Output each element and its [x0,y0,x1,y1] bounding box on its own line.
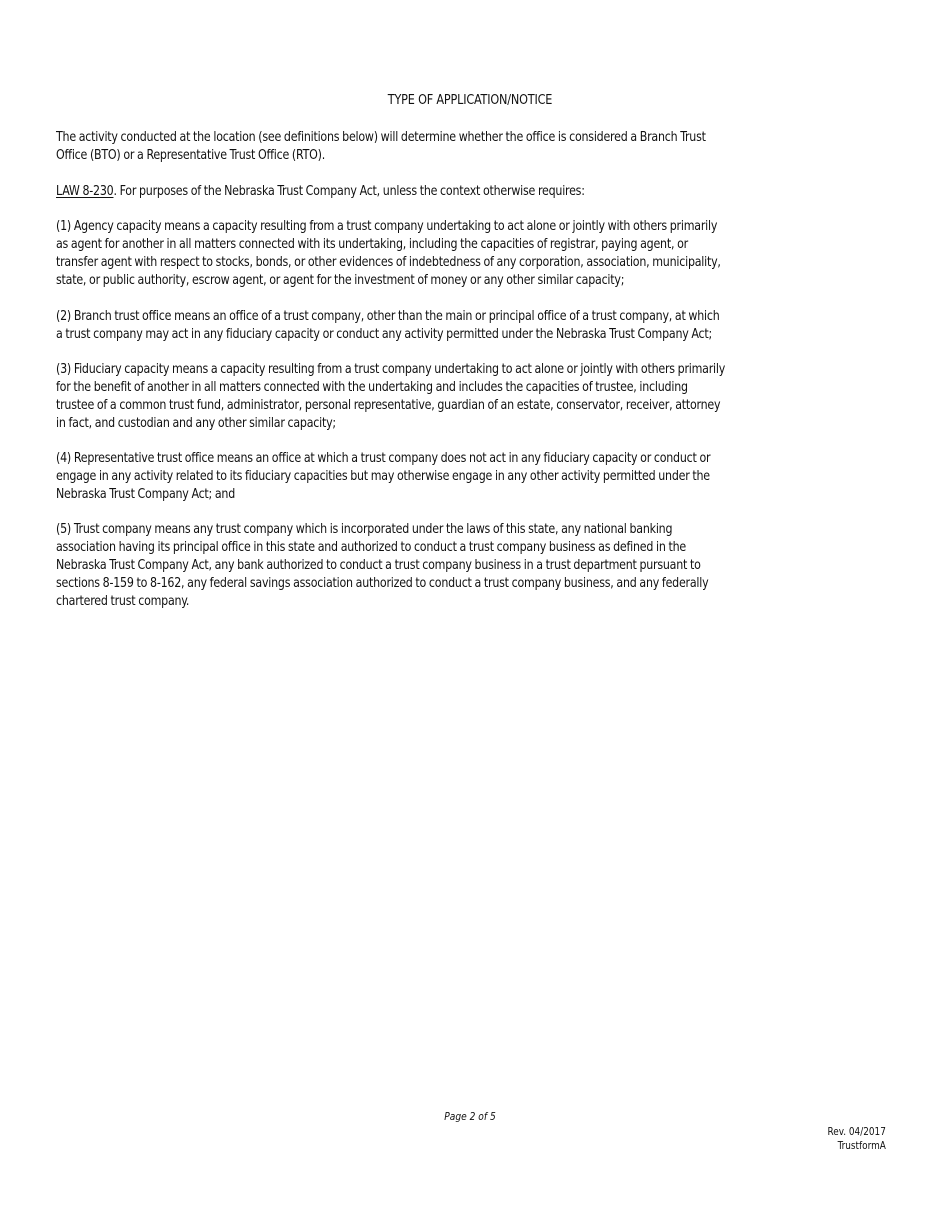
text-line: (3) Fiduciary capacity means a capacity resulting from a trust company undertaking to act alone or jointly with others primarily [56,361,726,377]
revision-date: Rev. 04/2017 [827,1125,886,1138]
text-line: sections 8-159 to 8-162, any federal savings association authorized to conduct a trust company business, and any federally [56,575,709,591]
text-line: (5) Trust company means any trust company which is incorporated under the laws of this state, any national banking [56,521,673,537]
intro-paragraph [56,128,807,164]
text-line: Nebraska Trust Company Act; and [56,486,236,502]
text-line: (1) Agency capacity means a capacity resulting from a trust company undertaking to act alone or jointly with others primarily [56,218,718,234]
page-title: TYPE OF APPLICATION/NOTICE [387,92,553,108]
law-text: . For purposes of the Nebraska Trust Company Act, unless the context otherwise requires: [113,183,585,199]
text-line: Office (BTO) or a Representative Trust Office (RTO). [56,147,325,163]
definition-4 [56,449,807,503]
definition-5 [56,520,807,610]
text-line: (4) Representative trust office means an office at which a trust company does not act in any fiduciary capacity or conduct or [56,450,711,466]
text-line: as agent for another in all matters connected with its undertaking, including the capacities of registrar, paying agent, or [56,236,688,252]
text-line: The activity conducted at the location (see definitions below) will determine whether the office is considered a Branch Trust [56,129,706,145]
text-line: transfer agent with respect to stocks, bonds, or other evidences of indebtedness of any corporation, association, municipality, [56,254,721,270]
text-line: chartered trust company. [56,593,190,609]
text-line: engage in any activity related to its fiduciary capacities but may otherwise engage in any other activity permitted under the [56,468,710,484]
text-line: (2) Branch trust office means an office of a trust company, other than the main or principal office of a trust company, at which [56,308,720,324]
text-line: association having its principal office in this state and authorized to conduct a trust company business as defined in the [56,539,686,555]
law-reference: LAW 8-230 [56,183,114,199]
law-paragraph [56,182,807,200]
definition-2 [56,307,807,343]
text-line: Nebraska Trust Company Act, any bank authorized to conduct a trust company business in a trust department pursuant to [56,557,701,573]
text-line: for the benefit of another in all matters connected with the undertaking and includes the capacities of trustee, including [56,379,688,395]
revision-info [828,1125,886,1153]
form-id: TrustformA [837,1139,886,1152]
definition-3 [56,360,807,432]
text-line: in fact, and custodian and any other similar capacity; [56,415,336,431]
text-line: a trust company may act in any fiduciary capacity or conduct any activity permitted under the Nebraska Trust Company Act; [56,326,713,342]
definition-1 [56,217,807,289]
text-line: trustee of a common trust fund, administrator, personal representative, guardian of an estate, conservator, receiver, attorney [56,397,721,413]
page-number: Page 2 of 5 [444,1110,496,1123]
text-line: state, or public authority, escrow agent, or agent for the investment of money or any other similar capacity; [56,272,625,288]
